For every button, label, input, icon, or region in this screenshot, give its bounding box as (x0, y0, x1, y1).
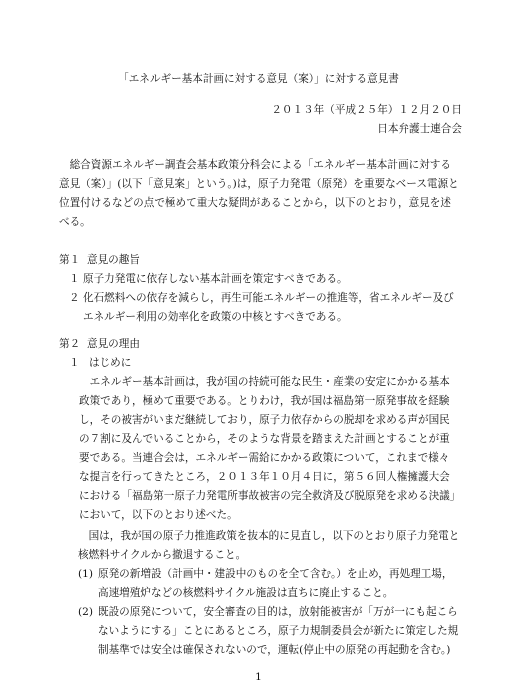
quote-item-number: (2) (78, 606, 94, 618)
section-1-number: 第１ (59, 254, 81, 266)
section-1-item (59, 289, 459, 327)
quote-item-text: 原発の新増設（計画中・建設中のものを全て含む。）を止め，再処理工場，高速増殖炉などの核燃料サイクル施設は直ちに廃止すること。 (98, 568, 453, 599)
item-number: ２ (69, 292, 80, 304)
quote-lead: 国は，我が国の原子力推進政策を抜本的に見直し，以下のとおり原子力発電と核燃料サイクルから撤退すること。 (78, 530, 460, 561)
section-2-number: 第２ (59, 338, 81, 350)
intro-section (59, 156, 459, 232)
quote-item-number: (1) (78, 568, 94, 580)
quoted-resolution (78, 527, 460, 660)
item-text: 原子力発電に依存しない基本計画を策定すべきである。 (83, 273, 348, 285)
section-2-paragraph: エネルギー基本計画は，我が国の持続可能な民生・産業の安定にかかる基本政策であり，極めて重要である。とりわけ，我が国は福島第一原発事故を経験し，その被害がいまだ継続しており，原子力依存からの脱却を求める声が国民の７割に及んでいることから，そのような背景を踏まえた計画とすることが重要である。当連合会は，エネルギー需給にかかる政策について，これまで様々な提言を行ってきたところ，２０１３年１０月４日に，第５６回人権擁護大会における「福島第一原子力発電所事故被害の完全救済及び脱原発を求める決議」において，以下のとおり述べた。 (79, 376, 456, 521)
document-title: 「エネルギー基本計画に対する意見（案）」に対する意見書 (118, 73, 399, 85)
subsection-heading (59, 354, 459, 373)
subsection-number: １ (69, 357, 80, 369)
item-text: 化石燃料への依存を減らし，再生可能エネルギーの推進等，省エネルギー及びエネルギー利用の効率化を政策の中核とすべきである。 (83, 292, 454, 323)
quote-item (78, 565, 460, 603)
page-number: 1 (255, 671, 262, 683)
subsection-title: はじめに (89, 357, 132, 369)
section-1-title: 意見の趣旨 (87, 254, 140, 266)
section-1-item (59, 270, 459, 289)
section-2-title: 意見の理由 (87, 338, 140, 350)
section-2-heading (59, 335, 459, 354)
section-1-heading (59, 251, 459, 270)
section-2 (59, 335, 459, 525)
document-date: ２０１３年（平成２５年）１２月２０日 (271, 104, 462, 116)
quote-item (78, 603, 460, 660)
intro-paragraph: 総合資源エネルギー調査会基本政策分科会による「エネルギー基本計画に対する意見（案）」(以下「意見案」という。)は，原子力発電（原発）を重要なベース電源と位置付けるなどの点で極めて重大な疑問があることから，以下のとおり，意見を述べる。 (59, 159, 459, 228)
section-1 (59, 251, 459, 327)
item-number: １ (69, 273, 80, 285)
quote-item-text: 既設の原発について，安全審査の目的は，放射能被害が「万が一にも起こらないようにする」ことにあるところ，原子力規制委員会が新たに策定した規制基準では安全は確保されないので，運転(停止中の原発の再起動を含む。) (98, 606, 459, 656)
organization-name: 日本弁護士連合会 (377, 123, 462, 135)
